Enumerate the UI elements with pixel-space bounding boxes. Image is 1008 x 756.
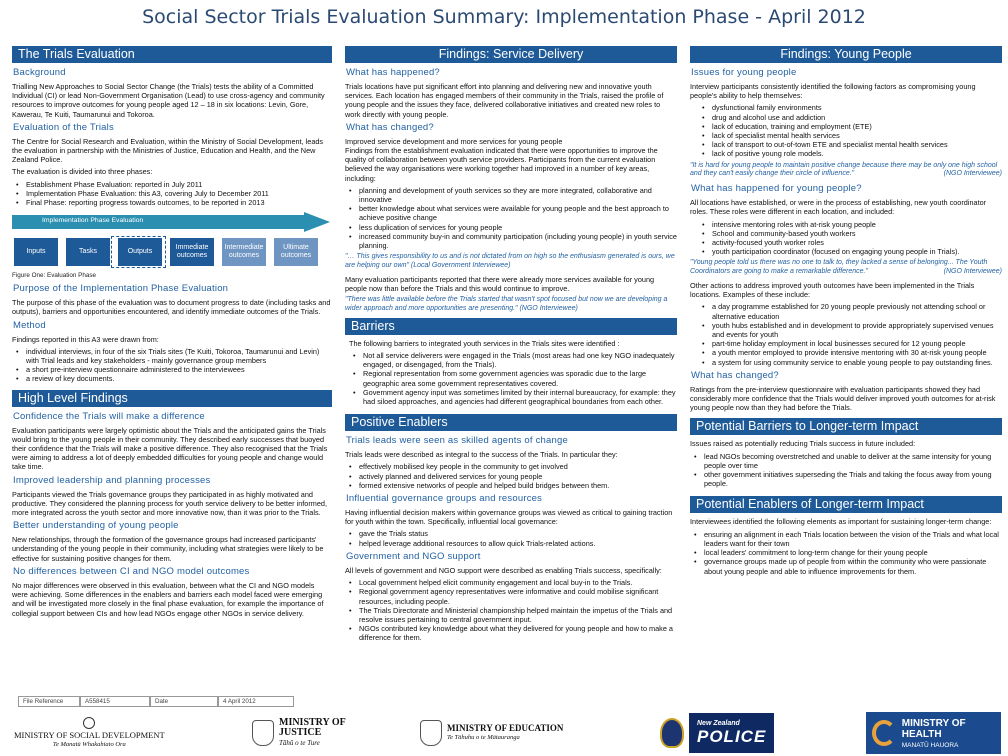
section-header-positive-enablers: Positive Enablers	[345, 414, 677, 431]
quote-source: (NGO Interviewee)	[943, 170, 1002, 178]
health-koru-icon	[872, 720, 896, 746]
police-badge-icon	[660, 718, 684, 748]
list-item: • better knowledge about what services were available for young people and the best approach to achieve positive change	[345, 204, 677, 222]
list-item: • governance groups made up of people from within the community who were passionate about young people and able to influence improvements for them.	[690, 557, 1002, 575]
quote-text: "Young people told us there was no one to talk to, they lacked a sense of belonging... The Youth Coordinators are going to make a remarkable difference."	[690, 259, 988, 276]
list-item: • School and community-based youth workers	[698, 229, 1002, 238]
list-item: • Local government helped elicit community engagement and local buy-in to the Trials.	[345, 578, 677, 587]
heading-understanding: Better understanding of young people	[13, 520, 179, 532]
nz-coat-of-arms-icon	[420, 720, 442, 746]
figure-box-immediate: Immediate outcomes	[170, 238, 214, 266]
list-item: • youth participation coordinator (focused on engaging young people in Trials).	[698, 247, 1002, 256]
potential-enablers-list	[690, 530, 1002, 576]
list-item: • lack of transport to out-of-town ETE and specialist mental health services	[698, 140, 1002, 149]
logo-education	[420, 712, 563, 754]
list-item: • effectively mobilised key people in the community to get involved	[345, 462, 677, 471]
police-name: POLICE	[697, 726, 767, 746]
understanding-text: New relationships, through the formation of the governance groups had increased participants' understanding of the young people in their community, including what strategies were likely to be effective for sustaining positive changes for them.	[12, 535, 324, 563]
list-item: • Implementation Phase Evaluation: this A3, covering July to December 2011	[12, 189, 332, 198]
section-header-potential-enablers: Potential Enablers of Longer-term Impact	[690, 496, 1002, 513]
section-header-high-level-findings: High Level Findings	[12, 390, 332, 407]
list-item: • lack of specialist mental health services	[698, 131, 1002, 140]
list-item: • planning and development of youth services so they are more integrated, collaborative and innovative	[345, 186, 677, 204]
heading-trials-leads: Trials leads were seen as skilled agents of change	[346, 435, 568, 447]
list-item: • individual interviews, in four of the six Trials sites (Te Kuiti, Tokoroa, Taumarunui and Levin) with Trial leads and key stakeholders - mainly governance group members	[12, 347, 332, 365]
figure-box-outputs: Outputs	[118, 238, 162, 266]
list-item: • a review of key documents.	[12, 374, 332, 383]
trials-leads-text: Trials leads were described as integral to the success of the Trials. In particular they:	[345, 450, 618, 460]
list-item: • lead NGOs becoming overstretched and unable to deliver at the same intensity for young people over time	[690, 452, 1002, 470]
quote-local-government: "… This gives responsibility to us and is not dictated from on high so the enthusiasm generated is ours, we are helping our own" (Local Government Interviewee)	[345, 253, 675, 270]
column-service-delivery	[345, 46, 677, 716]
heading-method: Method	[13, 319, 46, 331]
list-item: • NGOs contributed key knowledge about what they delivered for young people and how to make a difference for them.	[345, 624, 677, 642]
heading-confidence: Confidence the Trials will make a difference	[13, 410, 205, 422]
logo-justice	[252, 712, 351, 754]
column-trials-evaluation	[12, 46, 332, 716]
changed-young-people-text: Ratings from the pre-interview questionnaire with evaluation participants showed they had considerably more confidence that the Trials would deliver improved youth outcomes for at-risk young people now than they had before the Trials.	[690, 384, 996, 413]
other-actions-list	[690, 302, 1002, 366]
trials-leads-list	[345, 462, 677, 490]
list-item: • a day programme established for 20 young people previously not attending school or alternative education	[698, 302, 1002, 320]
quote-text: "It is hard for young people to maintain positive change because there may be only one high school and they can't easily change their circle of influence."	[690, 161, 998, 178]
footer-file-reference-value: A558415	[80, 696, 150, 707]
list-item: • Establishment Phase Evaluation: reported in July 2011	[12, 180, 332, 189]
footer-label-date: Date	[150, 696, 218, 707]
heading-evaluation: Evaluation of the Trials	[13, 121, 114, 133]
phase-arrow-label: Implementation Phase Evaluation	[42, 217, 144, 225]
list-item: • local leaders' commitment to long-term change for their young people	[690, 548, 1002, 557]
list-item: • activity-focused youth worker roles	[698, 238, 1002, 247]
other-actions-text: Other actions to address improved youth outcomes have been implemented in the Trials locations. Examples of these include:	[690, 281, 975, 300]
potential-barriers-list	[690, 452, 1002, 489]
figure-box-ultimate: Ultimate outcomes	[274, 238, 318, 266]
what-changed-text: Improved service development and more services for young people Findings from the establishment evaluation indicated that there were opportunities to improve the quality of collaboration between youth service providers. Participants from the current evaluation believed the way organisations were working together had improved in a number of key areas, including:	[345, 136, 658, 183]
quote-ngo: "There was little available before the Trials started that wasn't spot focused but now we are developing a wider approach and more opportunities are presenting." (NGO Interviewee)	[345, 296, 668, 313]
list-item: • a short pre-interview questionnaire administered to the interviewees	[12, 365, 332, 374]
heading-no-differences: No differences between CI and NGO model outcomes	[13, 565, 250, 577]
list-item: • a youth mentor employed to provide intensive mentoring with 30 at-risk young people	[698, 348, 1002, 357]
quote-young-people-1	[690, 162, 1002, 180]
evaluation-text: The Centre for Social Research and Evaluation, within the Ministry of Social Development, leads the evaluation in partnership with the Ministries of Justice, Education and Health, and the New Zealand Police.	[12, 136, 324, 165]
quote-source: (NGO Interviewee)	[943, 268, 1002, 276]
quote-young-people-2	[690, 259, 1002, 277]
no-differences-text: No major differences were observed in this evaluation, between what the CI and NGO models were achieving. Some differences in the enablers and barriers each model faced were emerging and will be investigated more closely in the final phase evaluation, for example the importance of collegial support between CIs and how lead NGOs engage other NGOs in service delivery.	[12, 580, 324, 618]
what-changed-list	[345, 186, 677, 250]
heading-background: Background	[13, 67, 66, 78]
figure-box-tasks: Tasks	[66, 238, 110, 266]
msd-emblem-icon	[83, 717, 95, 729]
section-header-service-delivery: Findings: Service Delivery	[345, 46, 677, 63]
heading-changed-young-people: What has changed?	[691, 369, 779, 381]
method-list	[12, 347, 332, 384]
more-services-text: Many evaluation participants reported that there were already more services available for young people now than before the Trials and this would continue to improve.	[345, 274, 655, 294]
governance-list	[345, 529, 677, 547]
heading-government-ngo-support: Government and NGO support	[346, 550, 481, 562]
column-young-people	[690, 46, 1002, 716]
governance-text: Having influential decision makers within governance groups was viewed as critical to gaining traction for youth within the town. Specifically, influential local governance:	[345, 508, 673, 527]
list-item: • The Trials Directorate and Ministerial championship helped maintain the impetus of the Trials and resolve issues pertaining to central government input.	[345, 606, 677, 624]
list-item: • formed extensive networks of people and helped build bridges between them.	[345, 481, 677, 490]
issues-text: Interview participants consistently identified the following factors as compromising young people's ability to help themselves:	[690, 82, 976, 101]
list-item: • helped leverage additional resources to allow quick Trials-related actions.	[345, 539, 677, 548]
ministry-logos-strip	[0, 710, 1008, 756]
issues-list	[690, 103, 1002, 158]
youth-roles-list	[690, 220, 1002, 257]
list-item: • intensive mentoring roles with at-risk young people	[698, 220, 1002, 229]
health-name: MINISTRY OF HEALTH	[901, 717, 966, 740]
police-top: New Zealand	[697, 719, 740, 727]
figure-caption: Figure One: Evaluation Phase	[12, 272, 97, 280]
education-subtitle: Te Tāhuhu o te Mātauranga	[447, 734, 520, 741]
barriers-intro: The following barriers to integrated youth services in the Trials sites were identified :	[349, 338, 620, 348]
heading-governance: Influential governance groups and resources	[346, 493, 543, 505]
section-header-barriers: Barriers	[345, 318, 677, 335]
list-item: • ensuring an alignment in each Trials location between the vision of the Trials and what local leaders want for their town	[690, 530, 1002, 548]
happened-young-people-text: All locations have established, or were in the process of establishing, new youth coordinator roles. These roles were different in each location, and included:	[690, 198, 987, 217]
heading-happened-young-people: What has happened for young people?	[691, 183, 862, 195]
logo-msd	[14, 712, 165, 754]
logo-health	[866, 712, 1001, 754]
education-name: MINISTRY OF EDUCATION	[447, 723, 564, 733]
list-item: • lack of education, training and employment (ETE)	[698, 122, 1002, 131]
figure-box-inputs: Inputs	[14, 238, 58, 266]
list-item: • youth hubs established and in development to provide appropriately supervised venues and events for youth	[698, 321, 1002, 339]
list-item: • part-time holiday employment in local businesses secured for 12 young people	[698, 339, 1002, 348]
list-item: • Government agency input was sometimes limited by their internal bureaucracy, for example: they had siloed approaches, and agencies had different geographical boundaries from each other.	[349, 388, 677, 406]
list-item: • a system for using community service to enable young people to pay outstanding fines.	[698, 358, 1002, 367]
figure-box-intermediate: Intermediate outcomes	[222, 238, 266, 266]
confidence-text: Evaluation participants were largely optimistic about the Trials and the anticipated gains the Trials would bring to the young people in their community. They described early successes that buoyed their confidence that the Trials will make a positive difference. They also recognised that the Trials were aiming to address a lot of deeply embedded difficulties for young people and change would take time.	[12, 425, 328, 472]
list-item: • other government initiatives superseding the Trials and taking the focus away from young people.	[690, 470, 1002, 488]
evaluation-phases-list	[12, 180, 332, 208]
health-subtitle: MANATŪ HAUORA	[901, 741, 959, 749]
list-item: • dysfunctional family environments	[698, 103, 1002, 112]
list-item: • Regional government agency representatives were informative and could mobilise significant resources, including people.	[345, 587, 677, 605]
list-item: • drug and alcohol use and addiction	[698, 113, 1002, 122]
heading-what-changed: What has changed?	[346, 121, 434, 133]
nz-coat-of-arms-icon	[252, 720, 274, 746]
page-title: Social Sector Trials Evaluation Summary: Implementation Phase - April 2012	[142, 6, 866, 28]
list-item: • Regional representation from some government agencies was sporadic due to the large geographic area some government representatives covered.	[349, 369, 677, 387]
heading-issues: Issues for young people	[691, 67, 797, 78]
section-header-trials-evaluation: The Trials Evaluation	[12, 46, 332, 63]
barriers-list	[349, 351, 677, 406]
msd-name: MINISTRY OF SOCIAL DEVELOPMENT	[14, 729, 165, 740]
justice-name: MINISTRY OF JUSTICE	[279, 717, 346, 738]
section-header-young-people: Findings: Young People	[690, 46, 1002, 63]
section-header-potential-barriers: Potential Barriers to Longer-term Impact	[690, 418, 1002, 435]
footer-label-file-reference: File Reference	[18, 696, 80, 707]
government-ngo-list	[345, 578, 677, 642]
heading-leadership: Improved leadership and planning processes	[13, 474, 211, 486]
list-item: • less duplication of services for young people	[345, 223, 677, 232]
list-item: • increased community buy-in and community participation (including young people) in youth service planning.	[345, 232, 677, 250]
list-item: • lack of positive young role models.	[698, 149, 1002, 158]
list-item: • Final Phase: reporting progress towards outcomes, to be reported in 2013	[12, 198, 332, 207]
background-text: Trialling New Approaches to Social Sector Change (the Trials) tests the ability of a Committed Individual (CI) or lead Non-Government Organisation (Lead) to use cross-agency and community resources to improve outcomes for young people aged 12 – 18 in six locations: Levin, Gore, Kawerau, Te Kuiti, Taumarunui and Tokoroa.	[12, 82, 325, 119]
list-item: • Not all service deliverers were engaged in the Trials (most areas had one key NGO inadequately engaged, or disengaged, from the Trials).	[349, 351, 677, 369]
government-ngo-text: All levels of government and NGO support were described as enabling Trials success, specifically:	[345, 565, 662, 575]
list-item: • gave the Trials status	[345, 529, 677, 538]
leadership-text: Participants viewed the Trials governance groups they participated in as highly motivated and productive. They considered the planning process for youth service delivery to be better informed, more integrated across the youth sector and more innovative now, than it was prior to the Trials.	[12, 489, 328, 518]
purpose-text: The purpose of this phase of the evaluation was to document progress to date (including tasks and outputs), barriers and opportunities encountered, and identify immediate outcomes of the Trials.	[12, 298, 331, 317]
method-text: Findings reported in this A3 were drawn from:	[12, 334, 159, 344]
potential-barriers-text: Issues raised as potentially reducing Trials success in future included:	[690, 439, 916, 449]
justice-subtitle: Tāhū o te Ture	[279, 739, 320, 747]
msd-subtitle: Te Manatū Whakahiato Ora	[52, 740, 126, 748]
list-item: • actively planned and delivered services for young people	[345, 472, 677, 481]
heading-what-happened: What has happened?	[346, 67, 440, 78]
logo-police	[660, 712, 774, 754]
heading-purpose: Purpose of the Implementation Phase Evaluation	[13, 283, 229, 295]
footer-date-value: 4 April 2012	[218, 696, 294, 707]
potential-enablers-text: Interviewees identified the following elements as important for sustaining longer-term change:	[690, 517, 992, 527]
evaluation-phases-intro: The evaluation is divided into three phases:	[12, 167, 153, 177]
what-happened-text: Trials locations have put significant effort into planning and delivering new and innovative youth services. Each location has engaged members of their community in the Trials, raised the profile of young people and the issues they face, delivered collaborative initiatives and created new roles to work directly with young people.	[345, 82, 664, 119]
file-reference-footer	[18, 696, 294, 709]
evaluation-phase-figure	[12, 212, 332, 268]
